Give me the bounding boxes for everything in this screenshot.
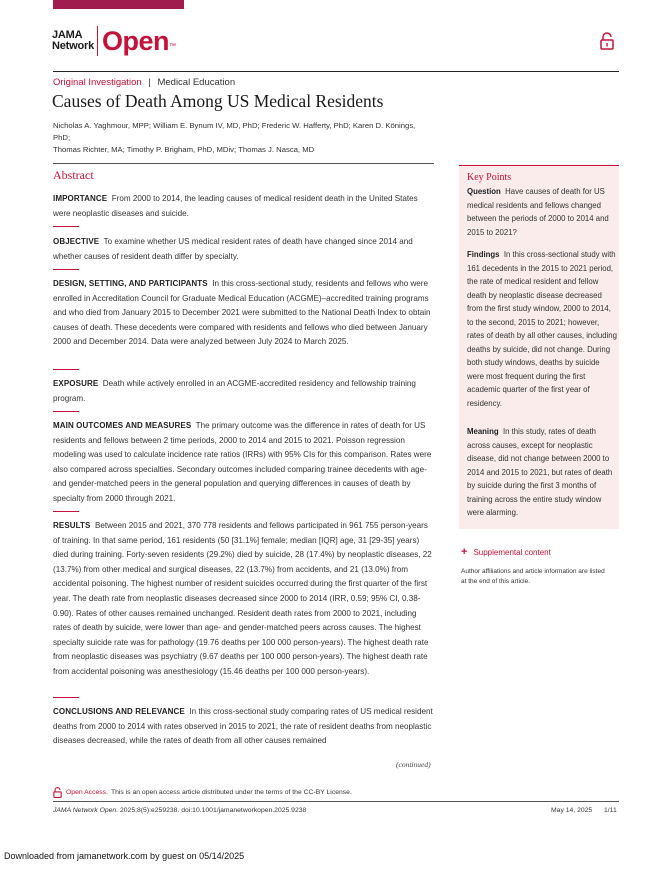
findings-text: In this cross-sectional study with 161 decedents in the 2015 to 2021 period, the rate of medical resident and fellow death by neoplastic disease decreased from the first study window, 2000 to 2014, to the second, 2015 to 2021; however, rates of death by all other causes, including deaths by suicide, did not change. During both study windows, deaths by suicide were most frequent during the first academic quarter of the first year of residency.	[467, 250, 617, 408]
logo-divider	[97, 26, 98, 56]
footer-journal: JAMA Network Open.	[53, 807, 119, 814]
results-label: RESULTS	[53, 521, 91, 530]
key-points-question	[467, 185, 617, 239]
importance-label: IMPORTANCE	[53, 194, 108, 203]
abstract-exposure	[53, 377, 436, 406]
outcomes-label: MAIN OUTCOMES AND MEASURES	[53, 421, 192, 430]
authors-line-2: Thomas Richter, MA; Timothy P. Brigham, PhD, MDiv; Thomas J. Nasca, MD	[53, 145, 315, 154]
meaning-label: Meaning	[467, 427, 499, 436]
footer-citation	[53, 807, 306, 814]
top-accent-bar	[53, 0, 184, 9]
design-label: DESIGN, SETTING, AND PARTICIPANTS	[53, 279, 208, 288]
key-points-heading: Key Points	[467, 172, 512, 183]
continued-note: (continued)	[396, 760, 431, 769]
abstract-design	[53, 277, 436, 350]
supplemental-label: Supplemental content	[473, 548, 551, 557]
footer-date: May 14, 2025	[551, 807, 593, 814]
jama-network-open-logo[interactable]	[52, 24, 176, 58]
meaning-text: In this study, rates of death across causes, except for neoplastic disease, did not change between 2000 to 2014 and 2015 to 2021, but rates of death by suicide during the first 3 months of training across the entire study window were alarming.	[467, 427, 613, 517]
article-category: Medical Education	[157, 77, 236, 88]
question-label: Question	[467, 187, 501, 196]
abstract-heading: Abstract	[53, 168, 94, 182]
abstract-results	[53, 519, 436, 680]
question-text: Have causes of death for US medical residents and fellows changed between the periods of 2000 to 2014 and 2015 to 2021?	[467, 187, 609, 237]
logo-open: Open	[102, 25, 170, 56]
open-access-label[interactable]: Open Access.	[66, 789, 108, 796]
section-separator-rule	[53, 269, 79, 270]
footer-doi[interactable]: 2025;8(5):e259238. doi:10.1001/jamanetworkopen.2025.9238	[118, 807, 307, 814]
open-access-notice	[53, 787, 352, 798]
objective-label: OBJECTIVE	[53, 237, 100, 246]
article-title: Causes of Death Among US Medical Residents	[52, 91, 384, 111]
logo-tm: ™	[169, 43, 177, 50]
outcomes-text: The primary outcome was the difference in rates of death for US residents and fellows between 2 time periods, 2000 to 2014 and 2015 to 2021. Poisson regression modeling was used to calculate incidence rate ratios (IRRs) with 95% CIs for this comparison. Rates were also compared across specialties. Secondary outcomes included comparing trainee decedents with age- and gender-matched peers in the general population and querying differences in causes of death by specialty from 2000 through 2021.	[53, 421, 432, 503]
author-list	[53, 120, 433, 156]
download-notice: Downloaded from jamanetwork.com by guest on 05/14/2025	[4, 851, 245, 861]
author-affiliations-note: Author affiliations and article information are listed at the end of this article.	[461, 568, 605, 585]
open-access-text: This is an open access article distributed under the terms of the CC-BY License.	[110, 789, 352, 796]
objective-text: To examine whether US medical resident rates of death have changed since 2014 and whether causes of resident death differ by specialty.	[53, 237, 413, 261]
section-separator-rule	[53, 697, 79, 698]
footer-page-number: 1/11	[604, 807, 617, 814]
abstract-importance	[53, 192, 436, 221]
section-separator-rule	[53, 511, 79, 512]
exposure-label: EXPOSURE	[53, 379, 99, 388]
conclusions-text: In this cross-sectional study comparing rates of US medical resident deaths from 2000 to 2014 with rates observed in 2015 to 2021, the rate of resident deaths from neoplastic diseases decreased, while the rates of death from all other causes remained	[53, 707, 433, 746]
results-text: Between 2015 and 2021, 370 778 residents and fellows participated in 961 755 person-years of training. In that same period, 161 residents (50 [31.1%] female; median [IQR] age, 31 [29-35] years) died during training. Forty-seven residents (29.2%) died by suicide, 28 (17.4%) by neoplastic diseases, 22 (13.7%) from other medical and surgical diseases, 22 (13.7%) from accidents, and 21 (13.0%) from accidental poisoning. The highest number of resident suicides occurred during the first quarter of the first year. The death rate from neoplastic diseases decreased since 2000 to 2014 (IRR, 0.59; 95% CI, 0.38-0.90). Rates of other causes remained unchanged. Resident death rates from 2000 to 2021, including rates of death by suicide, were lower than age- and gender-matched peers across causes. The highest specialty suicide rate was for pathology (19.76 deaths per 100 000 person-years). The highest death rate from neoplastic diseases was psychiatry (9.67 deaths per 100 000 person-years). The highest death rate from accidental poisoning was anesthesiology (15.46 deaths per 100 000 person-years).	[53, 521, 432, 676]
design-text: In this cross-sectional study, residents and fellows who were enrolled in Accreditation Council for Graduate Medical Education (ACGME)–accredited training programs and who died from January 2015 to December 2021 were submitted to the National Death Index to obtain causes of death. These decedents were compared with residents and fellows who died between January 2000 and December 2014. Data were analyzed between July 2024 to March 2025.	[53, 279, 431, 347]
exposure-text: Death while actively enrolled in an ACGME-accredited residency and fellowship training program.	[53, 379, 416, 403]
findings-label: Findings	[467, 250, 500, 259]
plus-icon: +	[461, 546, 468, 558]
footer-rule	[53, 801, 619, 802]
importance-text: From 2000 to 2014, the leading causes of medical resident death in the United States were neoplastic diseases and suicide.	[53, 194, 418, 218]
abstract-rule	[53, 163, 434, 164]
abstract-outcomes	[53, 419, 436, 507]
key-points-findings	[467, 248, 617, 410]
key-points-meaning	[467, 425, 617, 520]
open-lock-icon	[600, 32, 614, 50]
section-separator-rule	[53, 411, 79, 412]
logo-small-text: JAMA Network	[52, 29, 94, 52]
article-section	[53, 77, 235, 88]
supplemental-content-link[interactable]	[461, 546, 551, 558]
header-rule	[53, 71, 619, 72]
authors-line-1: Nicholas A. Yaghmour, MPP; William E. Bynum IV, MD, PhD; Frederic W. Hafferty, PhD; Karen D. Könings, PhD;	[53, 121, 416, 142]
section-separator: |	[148, 77, 151, 88]
conclusions-label: CONCLUSIONS AND RELEVANCE	[53, 707, 185, 716]
abstract-conclusions	[53, 705, 436, 749]
open-access-lock-icon	[53, 787, 62, 798]
abstract-objective	[53, 235, 436, 264]
section-separator-rule	[53, 369, 79, 370]
article-type: Original Investigation	[53, 77, 142, 88]
section-separator-rule	[53, 226, 79, 227]
